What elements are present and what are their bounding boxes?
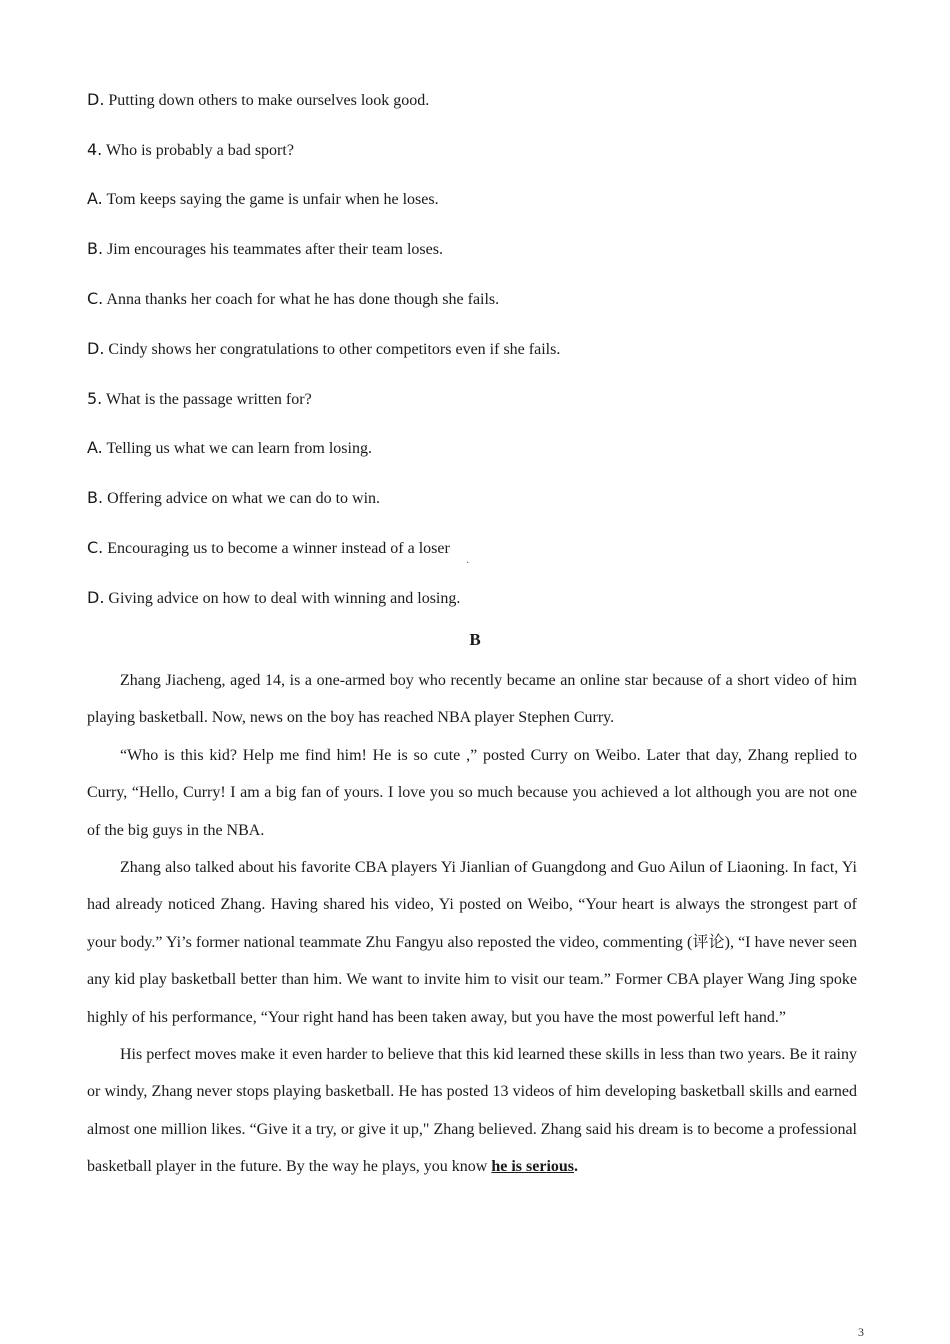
option-text: Encouraging us to become a winner instead of a loser [103, 540, 450, 557]
section-title: B [469, 630, 481, 649]
question-text: Who is probably a bad sport? [102, 142, 294, 159]
option-text: Tom keeps saying the game is unfair when he loses. [102, 191, 439, 208]
option-text: Putting down others to make ourselves look good. [104, 92, 430, 109]
paragraph-text: His perfect moves make it even harder to believe that this kid learned these skills in less than two years. Be it rainy or windy, Zhang never stops playing basketball. He has posted 13 videos of him developing basketball skills and earned almost one million likes. “Give it a try, or give it up," Zhang believed. Zhang said his dream is to become a professional basketball player in the future. By the way he plays, you know [87, 1046, 857, 1176]
option-letter: D. [87, 339, 105, 358]
paragraph-end: . [574, 1158, 579, 1176]
q4-option-c [87, 289, 499, 310]
question-number: 5. [87, 389, 103, 408]
option-letter: D. [87, 588, 105, 607]
option-text: Jim encourages his teammates after their team loses. [103, 241, 443, 258]
question-text: What is the passage written for? [102, 391, 312, 408]
option-text: Cindy shows her congratulations to other competitors even if she fails. [104, 341, 561, 358]
option-letter: A. [87, 438, 103, 457]
passage-paragraph: Zhang also talked about his favorite CBA players Yi Jianlian of Guangdong and Guo Ailun of Liaoning. In fact, Yi had already noticed Zhang. Having shared his video, Yi posted on Weibo, “Your heart is always the strongest part of your body.” Yi’s former national teammate Zhu Fangyu also reposted the video, commenting (评论), “I have never seen any kid play basketball better than him. We want to invite him to visit our team.” Former CBA player Wang Jing spoke highly of his performance, “Your right hand has been taken away, but you have the most powerful left hand.” [87, 859, 857, 1026]
q4-option-d [87, 339, 560, 360]
option-letter: C. [87, 289, 104, 308]
option-letter: B. [87, 488, 104, 507]
q5-option-d [87, 588, 460, 609]
question-4 [87, 140, 294, 161]
reading-passage [87, 662, 857, 1186]
option-letter: A. [87, 189, 103, 208]
q3-option-d [87, 90, 429, 111]
q5-option-a [87, 438, 372, 459]
q4-option-a [87, 189, 439, 210]
q5-option-c [87, 538, 450, 559]
option-text: Giving advice on how to deal with winning and losing. [104, 590, 461, 607]
passage-paragraph-last [87, 1036, 857, 1186]
option-letter: B. [87, 239, 104, 258]
q5-option-b [87, 488, 380, 509]
option-text: Anna thanks her coach for what he has done though she fails. [103, 291, 500, 308]
page-number: 3 [858, 1325, 864, 1339]
q4-option-b [87, 239, 443, 260]
question-number: 4. [87, 140, 103, 159]
option-text: Offering advice on what we can do to win. [103, 490, 381, 507]
underlined-phrase: he is serious [491, 1158, 575, 1176]
passage-paragraph: Zhang Jiacheng, aged 14, is a one-armed boy who recently became an online star because of a short video of him playing basketball. Now, news on the boy has reached NBA player Stephen Curry. [87, 672, 857, 727]
passage-paragraph: “Who is this kid? Help me find him! He is so cute ,” posted Curry on Weibo. Later that day, Zhang replied to Curry, “Hello, Curry! I am a big fan of yours. I love you so much because you achieved a lot although you are not one of the big guys in the NBA. [87, 746, 857, 839]
question-5 [87, 389, 312, 410]
option-letter: D. [87, 90, 105, 109]
option-text: Telling us what we can learn from losing. [102, 440, 372, 457]
stray-mark: · [466, 558, 470, 569]
option-letter: C. [87, 538, 104, 557]
